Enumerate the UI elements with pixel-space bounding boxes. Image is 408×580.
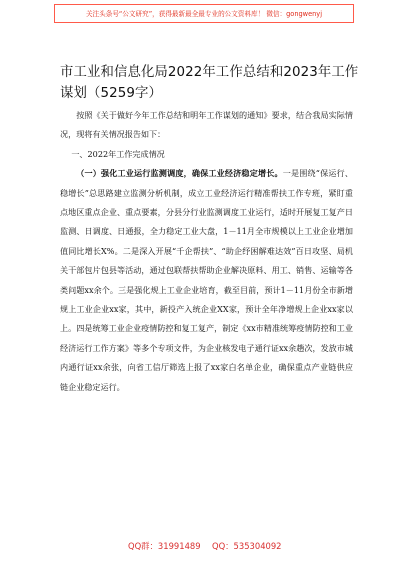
document-title: 市工业和信息化局2022年工作总结和2023年工作谋划（5259字） bbox=[60, 65, 359, 101]
sub-section-paragraph bbox=[60, 164, 353, 397]
promo-banner: 关注头条号“公文研究”，获得最新最全最专业的公文资料库！ 微信：gongwenyj bbox=[54, 4, 354, 23]
document-body bbox=[60, 106, 353, 397]
footer-qq: QQ：535304092 bbox=[212, 541, 282, 551]
footer-qq-group: QQ群：31991489 bbox=[128, 541, 201, 551]
section-heading: 一、2022年工作完成情况 bbox=[71, 148, 165, 159]
sub-section-heading: （一）强化工业运行监测调度，确保工业经济稳定增长。 bbox=[76, 168, 283, 179]
sub-section-body: 一是围绕“保运行、稳增长”总思路建立监测分析机制，成立工业经济运行精准帮扶工作专班，紧盯重点地区重点企业、重点要素，分县分行业监测调度工业运行，适时开展复工复产日监测、日调度、日通报，全力稳定工业大盘，1－11月全市规模以上工业企业增加值同比增长X%。二是深入开展“千企帮扶”、“助企纾困解难达效”百日攻坚、局机关干部包片包县等活动，通过包联帮扶帮助企业解决原料、用工、销售、运输等各类问题xx余个。三是强化规上工业企业培育，截至目前，预计1－11月份全市新增规上工业企业xx家，其中，新投产入统企业XX家，预计全年净增规上企业xx家以上。四是统筹工业企业疫情防控和复工复产，制定《xx市精准统筹疫情防控和工业经济运行工作方案》等多个专项文件，为企业核发电子通行证xx余趟次，发放市城内通行证xx余张，向省工信厅筛选上报了xx家白名单企业，确保重点产业链供应链企业稳定运行。 bbox=[60, 168, 353, 392]
intro-paragraph: 按照《关于做好今年工作总结和明年工作谋划的通知》要求，结合我局实际情况，现将有关情况报告如下： bbox=[60, 110, 353, 140]
